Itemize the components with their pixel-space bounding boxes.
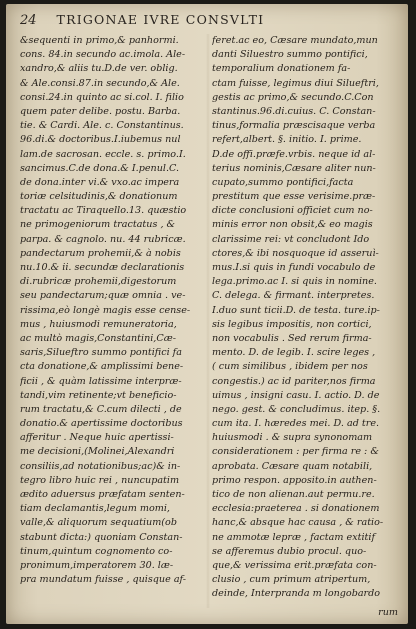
- text-line: stantinus.96.di.cuius. C. Constan-: [212, 105, 376, 117]
- text-line: lam.de sacrosan. eccle. s. primo.I.: [20, 148, 186, 160]
- text-line: saris,Silueftro summo pontifici fa: [20, 347, 182, 359]
- text-line: aprobata. Cæsare quam notabili,: [212, 460, 373, 472]
- text-line: nego. gest. & concludimus. itep. §.: [212, 403, 381, 415]
- text-line: donatio.& apertissime doctoribus: [20, 418, 183, 430]
- text-line: clusio , cum primum atripertum,: [212, 574, 371, 586]
- text-line: tractatu ac Tiraquello.13. quæstio: [20, 205, 187, 217]
- text-line: uimus , insigni casu. I. actio. D. de: [212, 389, 380, 401]
- text-line: pandectarum prohemii,& à nobis: [20, 247, 181, 259]
- catchword: rum: [378, 607, 398, 618]
- text-line: me decisioni,(Molinei,Alexandri: [20, 446, 175, 458]
- text-line: ( cum similibus , ibidem per nos: [212, 361, 368, 373]
- text-line: ctam fuisse, legimus diui Silueftri,: [212, 77, 379, 89]
- text-line: I.duo sunt ticii.D. de testa. ture.ip-: [212, 304, 380, 316]
- text-line: sancimus.C.de dona.& I.penul.C.: [20, 162, 180, 174]
- text-line: cons. 84.in secundo ac.imola. Ale-: [20, 49, 186, 61]
- text-line: tandi,vim retinente;vt beneficio-: [20, 389, 177, 401]
- text-line: stabunt dicta:) quoniam Constan-: [20, 531, 183, 543]
- text-line: & Ale.consi.87.in secundo,& Ale.: [20, 77, 180, 89]
- running-head: TRIGONAE IVRE CONSVLTI: [56, 12, 265, 27]
- text-line: di.rubricæ prohemii,digestorum: [20, 276, 177, 288]
- text-line: lega.primo.ac I. si quis in nomine.: [212, 276, 377, 288]
- text-line: que,& verissima erit.præfata con-: [212, 559, 377, 571]
- text-line: ne ammotæ lepræ , factam extitif: [212, 531, 376, 543]
- text-line: ficii , & quàm latissime interpræ-: [20, 375, 182, 387]
- text-line: ædito aduersus præfatam senten-: [20, 489, 185, 500]
- text-line: ne primogeniorum tractatus , &: [20, 219, 176, 231]
- text-line: nu.10.& ii. secundæ declarationis: [20, 262, 185, 273]
- text-line: de dona.inter vi.& vxo.ac impera: [20, 176, 180, 188]
- text-line: considerationem : per firma re : &: [212, 446, 379, 458]
- text-line: terius nominis,Cæsare aliter nun-: [212, 162, 376, 174]
- text-line: D.de offi.præfe.vrbis. neque id al-: [212, 148, 376, 160]
- text-line: hanc,& absque hac causa , & ratio-: [212, 517, 384, 529]
- text-line: ecclesia:praeterea . si donationem: [212, 503, 380, 515]
- text-line: tinum,quintum cognomento co-: [20, 545, 173, 557]
- text-line: se afferemus dubio procul. quo-: [212, 545, 367, 557]
- text-line: xandro,& aliis tu.D.de ver. oblig.: [20, 63, 178, 75]
- text-line: rum tractatu,& C.cum dilecti , de: [20, 403, 182, 415]
- text-line: minis error non obsit,& eo magis: [212, 219, 373, 231]
- text-line: ac multò magis,Constantini,Cæ-: [20, 332, 176, 344]
- text-line: valle,& aliquorum sequatium(ob: [20, 517, 177, 529]
- text-line: cupato,summo pontifici,facta: [212, 176, 354, 188]
- text-line: gestis ac primo,& secundo.C.Con: [212, 91, 374, 103]
- text-line: pra mundatum fuisse , quisque af-: [20, 574, 186, 586]
- text-line: rissima,eò longè magis esse cense-: [20, 304, 191, 316]
- text-line: mus , huiusmodi remuneratoria,: [20, 318, 177, 330]
- text-line: refert,albert. §. initio. I. prime.: [212, 134, 362, 146]
- text-line: deinde, Interpranda m longobardo: [212, 588, 381, 600]
- text-line: toriæ celsitudinis,& donationum: [20, 191, 178, 203]
- text-line: tinus,formalia præscisaque verba: [212, 120, 376, 132]
- text-line: cta donatione,& amplissimi bene-: [20, 361, 184, 373]
- text-line: clarissime rei: vt concludont Ido: [212, 233, 370, 245]
- text-line: dicte conclusioni officiet cum no-: [212, 205, 373, 217]
- left-column: [20, 34, 204, 587]
- text-line: tegro libro huic rei , nuncupatim: [20, 474, 180, 486]
- page-header: [20, 12, 400, 30]
- right-column: [212, 34, 396, 602]
- text-line: danti Siluestro summo pontifici,: [212, 49, 368, 61]
- text-line: mus.I.si quis in fundi vocabulo de: [212, 262, 376, 273]
- text-line: ctores,& ibi nosquoque id asseruì-: [212, 247, 379, 259]
- text-columns: [20, 34, 404, 616]
- book-page: [6, 4, 408, 624]
- text-line: non vocabulis . Sed rerum firma-: [212, 332, 372, 344]
- text-line: temporalium donationem fa-: [212, 63, 351, 75]
- text-line: consi.24.in quinto ac si.col. I. filio: [20, 91, 184, 103]
- text-line: tie. & Cardi. Ale. c. Constantinus.: [20, 120, 184, 132]
- text-line: parpa. & cagnolo. nu. 44 rubricæ.: [20, 233, 186, 245]
- column-gutter: [206, 34, 210, 608]
- text-line: quem pater delibe. postu. Barba.: [20, 105, 181, 117]
- text-line: prestitum que esse verisime.præ-: [212, 191, 376, 203]
- text-line: tiam declamantis,legum momi,: [20, 503, 170, 515]
- text-line: consiliis,ad notationibus;ac)& in-: [20, 460, 181, 472]
- text-line: huiusmodi . & supra synonomam: [212, 432, 373, 444]
- page-number: 24: [20, 13, 37, 28]
- text-line: primo respon. apposito.in authen-: [212, 474, 377, 486]
- text-line: congestis.) ac id pariter,nos firma: [212, 375, 376, 387]
- text-line: 96.di.& doctoribus.I.iubemus nul: [20, 134, 181, 146]
- text-line: pronimum,imperatorem 30. læ-: [20, 559, 174, 571]
- text-line: &sequenti in primo,& panhormi.: [20, 35, 179, 46]
- text-line: tico de non alienan.aut permu.re.: [212, 489, 375, 500]
- text-line: afferitur . Neque huic apertissi-: [20, 432, 174, 444]
- text-line: cum ita. I. hæredes mei. D. ad tre.: [212, 418, 380, 430]
- text-line: seu pandectarum;quæ omnia . ve-: [20, 290, 186, 302]
- text-line: mento. D. de legib. I. scire leges ,: [212, 347, 376, 359]
- text-line: sis legibus impositis, non cortici,: [212, 318, 372, 330]
- text-line: C. delega. & firmant. interpretes.: [212, 290, 375, 302]
- text-line: feret.ac eo, Cæsare mundato,mun: [212, 35, 378, 46]
